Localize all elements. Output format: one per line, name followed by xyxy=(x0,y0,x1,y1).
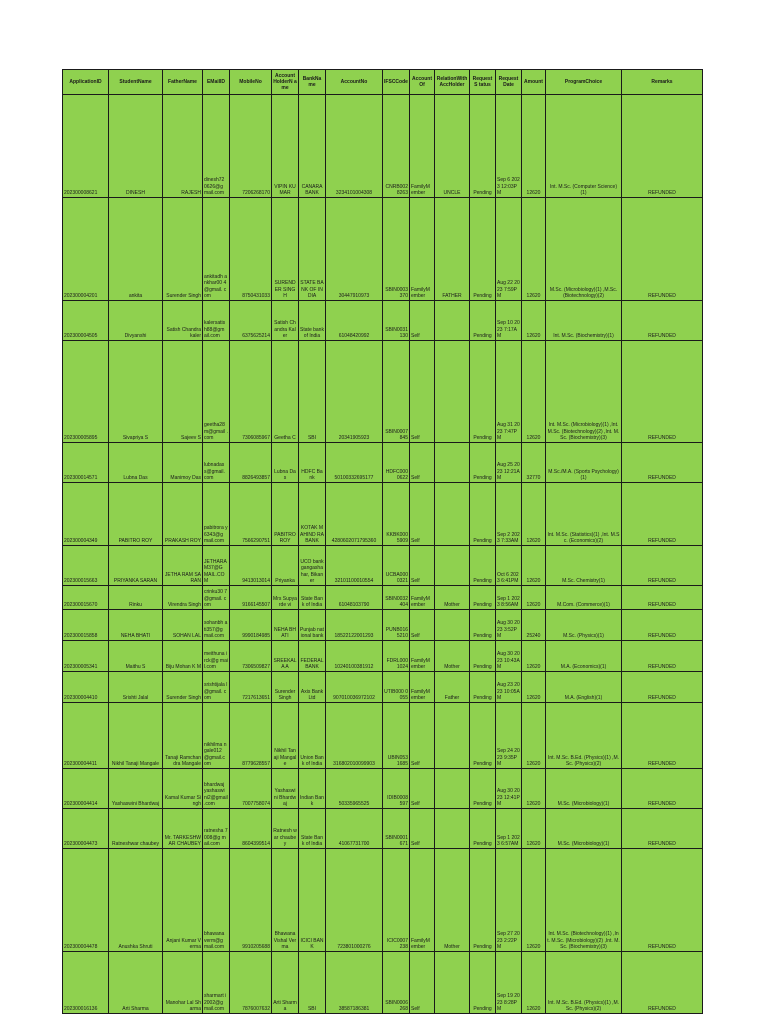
table-row xyxy=(63,809,703,849)
table-cell: Pending xyxy=(470,849,496,952)
table-cell: Union Bank of India xyxy=(299,703,326,769)
table-cell: Pending xyxy=(470,198,496,301)
table-cell: Rinku xyxy=(109,586,163,610)
table-cell: Sep 1 2023 8:56AM xyxy=(496,586,522,610)
table-cell: 202300015858 xyxy=(63,610,109,641)
table-cell: SREEKAL A A xyxy=(272,641,299,672)
table-cell: REFUNDED xyxy=(622,546,703,586)
table-cell: Arti Sharma xyxy=(109,952,163,1014)
table-cell: SOHAN LAL xyxy=(163,610,203,641)
table-cell: M.Sc. (Microbiology)(1) xyxy=(546,809,622,849)
table-cell: Mother xyxy=(435,849,470,952)
column-header: BankNa me xyxy=(299,70,326,95)
table-row xyxy=(63,301,703,341)
table-cell: STATE BANK OF INDIA xyxy=(299,198,326,301)
table-cell: UNCLE xyxy=(435,95,470,198)
table-cell: sharmart i2002@g mail.com xyxy=(203,952,230,1014)
table-cell: JETHARA M37@G MAIL.CO M xyxy=(203,546,230,586)
column-header: RequestS tatus xyxy=(470,70,496,95)
column-header: Account Of xyxy=(410,70,435,95)
table-cell: Pending xyxy=(470,672,496,703)
table-cell: SBIN0001 671 xyxy=(383,809,410,849)
table-cell: Sep 2 2023 7:33AM xyxy=(496,483,522,546)
table-cell: ratnesha 7008@g mail.com xyxy=(203,809,230,849)
table-cell: Lubna Das xyxy=(109,443,163,483)
table-cell: dinesh72 0626@g mail.com xyxy=(203,95,230,198)
table-cell: Satish Chandra kaler xyxy=(163,301,203,341)
table-cell: Father xyxy=(435,672,470,703)
table-cell: crinku30 7@gmail. com xyxy=(203,586,230,610)
table-cell: Nikhil Tanaji Mangale xyxy=(109,703,163,769)
table-cell xyxy=(435,703,470,769)
table-cell: Pending xyxy=(470,546,496,586)
table-cell: Surender Singh xyxy=(272,672,299,703)
table-cell xyxy=(435,341,470,443)
table-cell: REFUNDED xyxy=(622,95,703,198)
table-cell: Pending xyxy=(470,586,496,610)
table-row xyxy=(63,610,703,641)
table-cell: Int. M.Sc. (Biotechnology)(1) ,Int. M.Sc. (Microbiology)(2) ,Int. M.Sc. (Biochemistry)(3) xyxy=(546,849,622,952)
table-cell: 202300004410 xyxy=(63,672,109,703)
table-cell: 8826493857 xyxy=(230,443,272,483)
table-cell: Self xyxy=(410,301,435,341)
table-cell xyxy=(435,301,470,341)
header-row xyxy=(63,70,703,95)
table-cell: REFUNDED xyxy=(622,809,703,849)
table-cell: VIPIN KUMAR xyxy=(272,95,299,198)
table-cell: HDFC Bank xyxy=(299,443,326,483)
table-cell: 50335965525 xyxy=(326,769,383,809)
table-cell: REFUNDED xyxy=(622,952,703,1014)
table-cell: FamilyM ember xyxy=(410,849,435,952)
table-cell: 32770 xyxy=(522,443,546,483)
table-cell: FamilyM ember xyxy=(410,586,435,610)
table-cell: Anjani Kumar Verma xyxy=(163,849,203,952)
table-cell: Pending xyxy=(470,483,496,546)
table-cell xyxy=(435,809,470,849)
table-cell: UCO bank gangasha har, Bikaner xyxy=(299,546,326,586)
table-cell: Surender Singh xyxy=(163,672,203,703)
table-row xyxy=(63,443,703,483)
table-cell: Int. M.Sc. (Microbiology)(1) ,Int. M.Sc. (Biotechnology)(2) ,Int. M.Sc. (Biochemistry)(3) xyxy=(546,341,622,443)
table-cell: 202300015670 xyxy=(63,586,109,610)
table-cell: Divyanshi xyxy=(109,301,163,341)
table-cell: Mr. TARKESHWAR CHAUBEY xyxy=(163,809,203,849)
table-cell: REFUNDED xyxy=(622,198,703,301)
table-cell: Aug 31 2023 7:47PM xyxy=(496,341,522,443)
column-header: ApplicationID xyxy=(63,70,109,95)
table-cell: 12620 xyxy=(522,198,546,301)
table-cell: 202300004201 xyxy=(63,198,109,301)
table-cell xyxy=(435,443,470,483)
table-cell: ICICI BANK xyxy=(299,849,326,952)
table-cell: REFUNDED xyxy=(622,341,703,443)
table-cell: 202300004478 xyxy=(63,849,109,952)
table-cell: FEDERAL BANK xyxy=(299,641,326,672)
table-cell: FDRL000 1024 xyxy=(383,641,410,672)
table-cell: 202300015663 xyxy=(63,546,109,586)
table-cell: 32101100010554 xyxy=(326,546,383,586)
table-cell: Self xyxy=(410,809,435,849)
table-cell: Sivapriya S xyxy=(109,341,163,443)
table-cell: 38587186381 xyxy=(326,952,383,1014)
table-cell: 202300004505 xyxy=(63,301,109,341)
table-cell: State bank of India xyxy=(299,301,326,341)
table-cell: M.Com. (Commerce)(1) xyxy=(546,586,622,610)
table-cell: 907010036972102 xyxy=(326,672,383,703)
table-cell: Pending xyxy=(470,769,496,809)
table-cell: 9910205688 xyxy=(230,849,272,952)
table-cell xyxy=(435,483,470,546)
table-cell: ankita xyxy=(109,198,163,301)
table-cell: Sep 24 2023 9:35PM xyxy=(496,703,522,769)
table-cell: Int. M.Sc. B.Ed. (Physics)(1) ,M.Sc. (Physics)(2) xyxy=(546,703,622,769)
table-cell: UCBA000 0321 xyxy=(383,546,410,586)
table-cell: Self xyxy=(410,483,435,546)
table-cell: M.Sc./M.A. (Sports Psychology)(1) xyxy=(546,443,622,483)
table-cell: FamilyM ember xyxy=(410,198,435,301)
table-cell: lubnadas s@gmail. com xyxy=(203,443,230,483)
table-cell: 12620 xyxy=(522,769,546,809)
table-cell: M.Sc. (Physics)(1) xyxy=(546,610,622,641)
table-cell: Anushka Shruti xyxy=(109,849,163,952)
column-header: Request Date xyxy=(496,70,522,95)
table-cell: SBI xyxy=(299,341,326,443)
table-cell: Self xyxy=(410,341,435,443)
table-cell: Oct 6 2023 6:41PM xyxy=(496,546,522,586)
table-cell: REFUNDED xyxy=(622,769,703,809)
table-cell: 7566290751 xyxy=(230,483,272,546)
column-header: Amount xyxy=(522,70,546,95)
table-cell: Pending xyxy=(470,301,496,341)
table-cell: Pending xyxy=(470,341,496,443)
table-cell: SBIN0031 130 xyxy=(383,301,410,341)
table-cell: Priyanka xyxy=(272,546,299,586)
table-cell: SBIN0007 845 xyxy=(383,341,410,443)
table-row xyxy=(63,546,703,586)
table-cell: PABITRO ROY xyxy=(272,483,299,546)
table-cell: Aug 30 2023 3:52PM xyxy=(496,610,522,641)
table-cell: 8779628557 xyxy=(230,703,272,769)
column-header: EMailID xyxy=(203,70,230,95)
table-cell: Pending xyxy=(470,809,496,849)
table-cell: 316802010099903 xyxy=(326,703,383,769)
table-cell: KKBK000 5909 xyxy=(383,483,410,546)
table-cell: bhardwaj yashaswi ni2@gmail .com xyxy=(203,769,230,809)
table-cell: 20341905923 xyxy=(326,341,383,443)
table-cell: KOTAK MAHIND RA BANK xyxy=(299,483,326,546)
table-cell: Srishti Jalal xyxy=(109,672,163,703)
table-cell: REFUNDED xyxy=(622,703,703,769)
table-cell: Bhawana Vishal Verma xyxy=(272,849,299,952)
table-cell: 12620 xyxy=(522,341,546,443)
table-cell: PUNB016 5210 xyxy=(383,610,410,641)
table-cell: 202300004473 xyxy=(63,809,109,849)
table-cell: REFUNDED xyxy=(622,641,703,672)
table-cell: bhawana verm@g mail.com xyxy=(203,849,230,952)
table-cell: 10240100381912 xyxy=(326,641,383,672)
table-cell: Aug 30 2023 12:41PM xyxy=(496,769,522,809)
table-cell: Lubna Das xyxy=(272,443,299,483)
table-cell: State Bank of India xyxy=(299,586,326,610)
table-cell: 12620 xyxy=(522,703,546,769)
table-cell: 30447910973 xyxy=(326,198,383,301)
table-cell: 50100332695177 xyxy=(326,443,383,483)
table-body xyxy=(63,95,703,1014)
table-cell: 12620 xyxy=(522,483,546,546)
table-cell: M.Sc. (Microbiology)(1) ,M.Sc. (Biotechnology)(2) xyxy=(546,198,622,301)
table-cell: geetha28 m@gmail .com xyxy=(203,341,230,443)
table-cell: 61048103790 xyxy=(326,586,383,610)
table-cell: Manohar Lal Sharma xyxy=(163,952,203,1014)
table-cell: pabitrora y6343@g mail.com xyxy=(203,483,230,546)
table-cell: 8604399514 xyxy=(230,809,272,849)
table-cell: Self xyxy=(410,769,435,809)
table-cell: REFUNDED xyxy=(622,672,703,703)
table-cell: 202300014571 xyxy=(63,443,109,483)
table-cell xyxy=(435,610,470,641)
table-cell xyxy=(435,952,470,1014)
table-cell: State Bank of India xyxy=(299,809,326,849)
table-cell: RAJESH xyxy=(163,95,203,198)
table-cell: SBIN0003 370 xyxy=(383,198,410,301)
table-cell: 9990184985 xyxy=(230,610,272,641)
table-cell: Mother xyxy=(435,586,470,610)
table-cell: NEHA BHATI xyxy=(272,610,299,641)
table-cell: Sep 19 2023 8:28PM xyxy=(496,952,522,1014)
table-cell: PRIYANKA SARAN xyxy=(109,546,163,586)
table-cell: Manimoy Das xyxy=(163,443,203,483)
applications-table xyxy=(62,69,703,1014)
column-header: ProgramChoice xyxy=(546,70,622,95)
table-cell: Tanaji Ramchandra Mangale xyxy=(163,703,203,769)
table-cell: REFUNDED xyxy=(622,586,703,610)
table-cell: 202300016136 xyxy=(63,952,109,1014)
table-cell: Ratnesh war chaubey xyxy=(272,809,299,849)
table-cell: ICIC0007 238 xyxy=(383,849,410,952)
table-cell: 723801000276 xyxy=(326,849,383,952)
table-cell: 12620 xyxy=(522,546,546,586)
table-row xyxy=(63,341,703,443)
table-cell: PRAKASH ROY xyxy=(163,483,203,546)
table-cell: Sep 27 2023 2:22PM xyxy=(496,849,522,952)
table-cell: FATHER xyxy=(435,198,470,301)
table-cell: 7306509827 xyxy=(230,641,272,672)
table-cell: Mrs Supyarde vi xyxy=(272,586,299,610)
table-cell: Sep 1 2023 6:57AM xyxy=(496,809,522,849)
table-cell: 18522122001293 xyxy=(326,610,383,641)
table-row xyxy=(63,703,703,769)
table-cell: 12620 xyxy=(522,952,546,1014)
table-cell: 202300004411 xyxy=(63,703,109,769)
table-cell: Aug 30 2023 10:43AM xyxy=(496,641,522,672)
table-cell: meithuna irck@g mail.com xyxy=(203,641,230,672)
table-cell: M.A. (English)(1) xyxy=(546,672,622,703)
table-cell: 202300005341 xyxy=(63,641,109,672)
table-cell: 12620 xyxy=(522,809,546,849)
table-row xyxy=(63,952,703,1014)
table-cell: Virendra Singh xyxy=(163,586,203,610)
table-cell: Biju Mohan K M xyxy=(163,641,203,672)
table-cell: 4280602071795360 xyxy=(326,483,383,546)
table-cell: Mother xyxy=(435,641,470,672)
table-cell: 12620 xyxy=(522,301,546,341)
table-cell: Self xyxy=(410,443,435,483)
table-cell: Int. M.Sc. (Biochemistry)(1) xyxy=(546,301,622,341)
table-cell: kalersatis h88@gm ail.com xyxy=(203,301,230,341)
table-cell: REFUNDED xyxy=(622,301,703,341)
table-cell: Ratneshwar chaubey xyxy=(109,809,163,849)
table-cell: 7876007632 xyxy=(230,952,272,1014)
table-cell: 25240 xyxy=(522,610,546,641)
table-cell: Kamal Kumar Singh xyxy=(163,769,203,809)
table-cell: Yashaswi ni Bhardwaj xyxy=(272,769,299,809)
table-cell: REFUNDED xyxy=(622,849,703,952)
table-cell: 12620 xyxy=(522,672,546,703)
table-cell: Punjab national bank xyxy=(299,610,326,641)
table-cell: Pending xyxy=(470,95,496,198)
table-cell: SBI xyxy=(299,952,326,1014)
table-cell: 7306085967 xyxy=(230,341,272,443)
table-cell: 202300005895 xyxy=(63,341,109,443)
table-cell xyxy=(435,546,470,586)
column-header: IFSCCode xyxy=(383,70,410,95)
table-cell: SBIN0006 268 xyxy=(383,952,410,1014)
table-cell: REFUNDED xyxy=(622,443,703,483)
table-cell: PABITRO ROY xyxy=(109,483,163,546)
table-cell: M.A. (Economics)(1) xyxy=(546,641,622,672)
table-cell: nikhilma ngale012 @gmail.c om xyxy=(203,703,230,769)
table-row xyxy=(63,95,703,198)
table-cell: DINESH xyxy=(109,95,163,198)
table-cell: JETHA RAM SARAN xyxy=(163,546,203,586)
table-cell: FamilyM ember xyxy=(410,95,435,198)
table-row xyxy=(63,769,703,809)
table-cell: 8750431033 xyxy=(230,198,272,301)
table-cell: Pending xyxy=(470,641,496,672)
table-cell: Pending xyxy=(470,703,496,769)
table-cell: 12620 xyxy=(522,95,546,198)
table-cell: Int. M.Sc. (Statistics)(1) ,Int. M.Sc. (Economics)(2) xyxy=(546,483,622,546)
table-cell: NEHA BHATI xyxy=(109,610,163,641)
table-cell: 7007758074 xyxy=(230,769,272,809)
table-cell: Maithu S xyxy=(109,641,163,672)
table-cell: 9166145507 xyxy=(230,586,272,610)
table-cell: Aug 22 2023 7:59PM xyxy=(496,198,522,301)
table-cell: 12620 xyxy=(522,849,546,952)
table-cell: 12620 xyxy=(522,586,546,610)
table-cell: CNRB002 8263 xyxy=(383,95,410,198)
table-row xyxy=(63,849,703,952)
table-cell xyxy=(435,769,470,809)
table-cell: Surender Singh xyxy=(163,198,203,301)
table-cell: Arti Sharma xyxy=(272,952,299,1014)
column-header: MobileNo xyxy=(230,70,272,95)
table-cell: REFUNDED xyxy=(622,483,703,546)
table-cell: Axis Bank Ltd xyxy=(299,672,326,703)
table-cell: HDFC000 0622 xyxy=(383,443,410,483)
table-cell: Self xyxy=(410,546,435,586)
table-cell: Self xyxy=(410,703,435,769)
table-cell: srishtijala l@gmail. com xyxy=(203,672,230,703)
table-cell: Sep 10 2023 7:17AM xyxy=(496,301,522,341)
table-row xyxy=(63,586,703,610)
table-cell: REFUNDED xyxy=(622,610,703,641)
table-cell: FamilyM ember xyxy=(410,641,435,672)
table-cell: 202300004414 xyxy=(63,769,109,809)
table-cell: 41067731700 xyxy=(326,809,383,849)
table-cell: 202300004349 xyxy=(63,483,109,546)
table-row xyxy=(63,672,703,703)
table-cell: Yashaswini Bhardwaj xyxy=(109,769,163,809)
column-header: Remarks xyxy=(622,70,703,95)
table-cell: 7217613651 xyxy=(230,672,272,703)
table-cell: SBIN0032 404 xyxy=(383,586,410,610)
table-cell: 61048420992 xyxy=(326,301,383,341)
table-cell: M.Sc. Chemistry(1) xyxy=(546,546,622,586)
table-cell: CANARA BANK xyxy=(299,95,326,198)
column-header: RelationWith AccHolder xyxy=(435,70,470,95)
table-cell: Pending xyxy=(470,443,496,483)
table-cell: 7206268170 xyxy=(230,95,272,198)
table-cell: ankitadh ankhar00 4@gmail. com xyxy=(203,198,230,301)
table-cell: 6375625214 xyxy=(230,301,272,341)
table-cell: Indian Bank xyxy=(299,769,326,809)
table-cell: Aug 25 2023 12:21AM xyxy=(496,443,522,483)
table-row xyxy=(63,641,703,672)
table-cell: Nikhil Tanaji Mangale xyxy=(272,703,299,769)
table-row xyxy=(63,198,703,301)
table-cell: UBIN053 1685 xyxy=(383,703,410,769)
column-header: FatherName xyxy=(163,70,203,95)
table-cell: Geetha C xyxy=(272,341,299,443)
table-cell: Sajeev S xyxy=(163,341,203,443)
table-cell: Aug 23 2023 10:05AM xyxy=(496,672,522,703)
table-cell: 202300008621 xyxy=(63,95,109,198)
table-cell: SUREND ER SINGH xyxy=(272,198,299,301)
table-cell: 12620 xyxy=(522,641,546,672)
column-header: Account HolderN ame xyxy=(272,70,299,95)
table-cell: Sep 6 2023 12:03PM xyxy=(496,95,522,198)
table-cell: Int. M.Sc. (Computer Science)(1) xyxy=(546,95,622,198)
column-header: StudentName xyxy=(109,70,163,95)
table-cell: IDIB0008 597 xyxy=(383,769,410,809)
table-cell: 3234101004308 xyxy=(326,95,383,198)
table-cell: Pending xyxy=(470,610,496,641)
table-cell: FamilyM ember xyxy=(410,672,435,703)
table-cell: sohanbh ati357@g mail.com xyxy=(203,610,230,641)
table-cell: M.Sc. (Microbiology)(1) xyxy=(546,769,622,809)
table-cell: UTIB000 0055 xyxy=(383,672,410,703)
table-cell: Satish Chandra Kaler xyxy=(272,301,299,341)
table-cell: Self xyxy=(410,610,435,641)
table-row xyxy=(63,483,703,546)
column-header: AccountNo xyxy=(326,70,383,95)
table-cell: Self xyxy=(410,952,435,1014)
table-cell: Pending xyxy=(470,952,496,1014)
table-cell: 9413013014 xyxy=(230,546,272,586)
table-cell: Int. M.Sc. B.Ed. (Physics)(1) ,M.Sc. (Physics)(2) xyxy=(546,952,622,1014)
